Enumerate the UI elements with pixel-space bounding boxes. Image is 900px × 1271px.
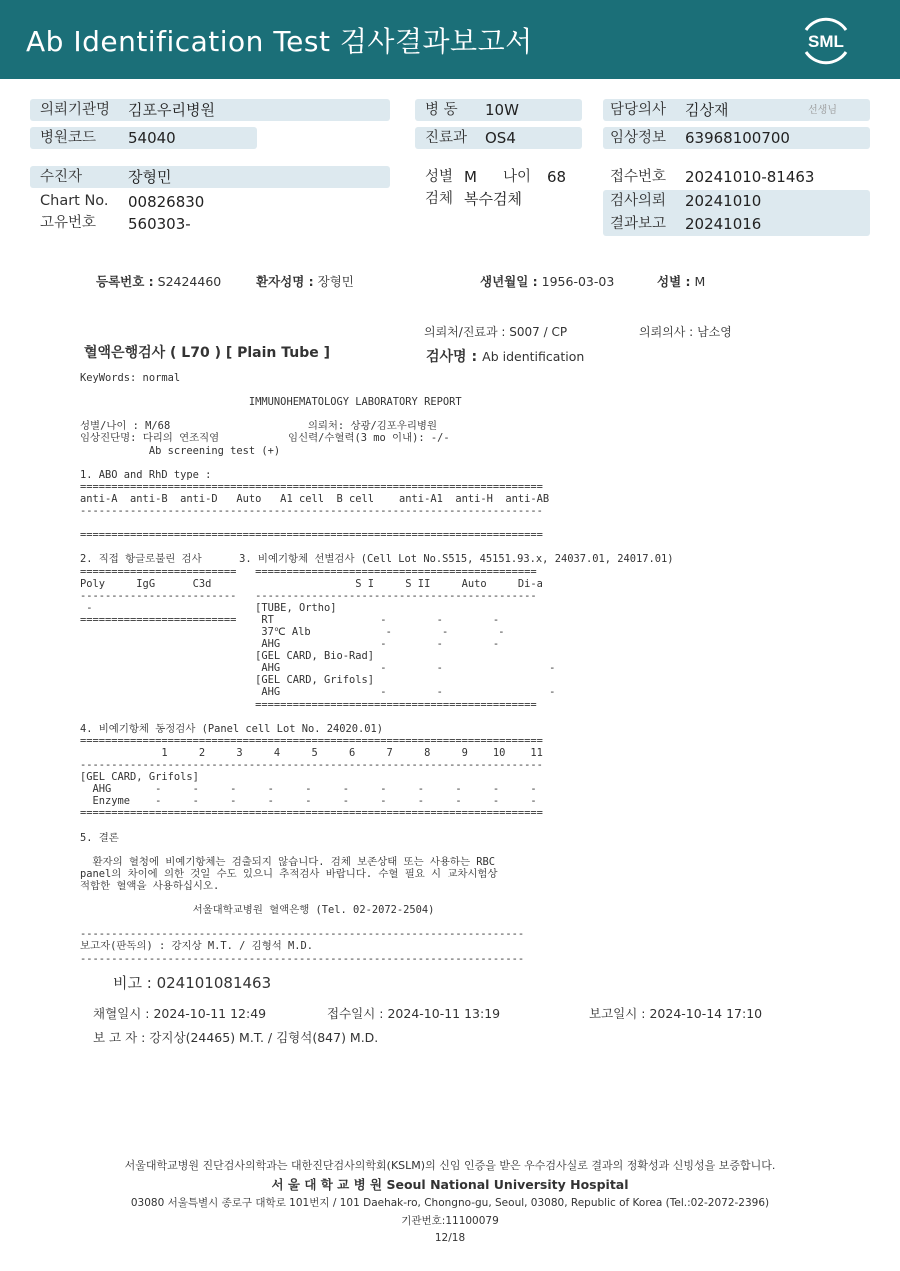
report-line: ========================================================================== [80, 529, 543, 542]
scan-sex-label: 성별 : [657, 274, 691, 289]
patient-value: 장형민 [128, 168, 172, 186]
report-line: 성별/나이 : M/68 의뢰처: 상광/김포우리병원 [80, 420, 437, 433]
scan-reg [96, 272, 221, 290]
chart-value: 00826830 [128, 193, 205, 211]
report-line: AHG - - - [80, 686, 556, 699]
scan-sex [657, 272, 705, 290]
report-line [80, 457, 674, 469]
scan-exam-name [426, 346, 584, 366]
scan-exam-name-value: Ab identification [482, 349, 585, 364]
report-line: ----------------------------------------------------------------------- [80, 928, 525, 941]
uid-value: 560303- [128, 215, 191, 233]
report-line [80, 384, 674, 396]
report-line: [GEL CARD, Grifols] [80, 771, 199, 784]
patient-row-bg [30, 166, 390, 188]
footer-address: 03080 서울특별시 종로구 대학로 101번지 / 101 Daehak-ro, Chongno-gu, Seoul, 03080, Republic of Korea (Tel.:02-2072-2396) [130, 1197, 770, 1209]
receipt-value: 20241010-81463 [685, 168, 815, 186]
scan-doctor-label: 의뢰의사 : [639, 325, 694, 339]
collect-value: 2024-10-11 12:49 [153, 1006, 267, 1021]
report-date-value: 20241016 [685, 215, 762, 233]
report-line: [GEL CARD, Bio-Rad] [80, 650, 375, 663]
reporter [93, 1028, 378, 1046]
scan-dept-label: 의뢰처/진료과 : [424, 325, 506, 339]
scan-pname-value: 장형민 [317, 274, 354, 289]
scan-dob-value: 1956-03-03 [541, 274, 615, 289]
scan-pname [256, 272, 354, 290]
report-line: AHG - - - - - - - - - - - [80, 783, 537, 796]
report-line: AHG - - - [80, 638, 500, 651]
logo-text: SML [808, 32, 844, 51]
report-line [80, 541, 674, 553]
uid-label: 고유번호 [40, 215, 97, 231]
report-line: 5. 결론 [80, 831, 119, 844]
clinical-label: 임상정보 [610, 130, 667, 146]
dept-value: OS4 [485, 129, 516, 147]
report-line [80, 916, 674, 928]
report-line: ========================================================================== [80, 734, 543, 747]
specimen-label: 검체 [425, 191, 454, 207]
scan-doctor-value: 남소영 [697, 325, 732, 339]
report-line: 서울대학교병원 혈액은행 (Tel. 02-2072-2504) [80, 904, 435, 917]
footer-hospital-name [0, 1175, 900, 1193]
ward-label: 병 동 [425, 102, 458, 118]
footer-hospital-en: Seoul National University Hospital [386, 1177, 629, 1192]
report-line: KeyWords: normal [80, 372, 181, 384]
scan-dob [480, 272, 614, 290]
report-line: ------------------------- --------------------------------------------- [80, 589, 537, 602]
report-line [80, 517, 674, 529]
sex-value: M [464, 168, 477, 186]
report-line: ----------------------------------------------------------------------- [80, 952, 525, 965]
sex-label: 성별 [425, 169, 454, 185]
report-line [80, 844, 674, 856]
sml-logo-icon [796, 10, 856, 70]
reporter-label: 보 고 자 : [93, 1030, 146, 1045]
collect-label: 채혈일시 : [93, 1006, 150, 1021]
doctor-suffix: 선생님 [808, 105, 837, 116]
report-line: anti-A anti-B anti-D Auto A1 cell B cell anti-A1 anti-H anti-AB [80, 492, 550, 505]
institution-label: 의뢰기관명 [40, 102, 111, 118]
scan-exam-name-label: 검사명 : [426, 349, 478, 365]
report-date-label: 결과보고 [610, 216, 667, 232]
patient-label: 수진자 [40, 169, 83, 185]
scan-dept [424, 323, 567, 340]
report-line: ========================= RT - - - [80, 613, 500, 626]
report-line: ========================================================================== [80, 480, 543, 493]
report-line: AHG - - - [80, 662, 556, 675]
hospital-code-label: 병원코드 [40, 130, 97, 146]
report-line: - [TUBE, Ortho] [80, 601, 337, 614]
footer-certification: 서울대학교병원 진단검사의학과는 대한진단검사의학회(KSLM)의 신임 인증을 받은 우수검사실로 결과의 정확성과 신빙성을 보증합니다. [124, 1159, 776, 1172]
age-value: 68 [547, 168, 567, 186]
age-label: 나이 [503, 169, 532, 185]
dept-label: 진료과 [425, 130, 468, 146]
report-line: -------------------------------------------------------------------------- [80, 759, 543, 771]
report-header [0, 0, 900, 79]
scan-exam-title: 혈액은행검사 ( L70 ) [ Plain Tube ] [84, 345, 331, 361]
ward-value: 10W [485, 101, 519, 119]
report-line: 37℃ Alb - - - [80, 625, 505, 638]
report-title: Ab Identification Test 검사결과보고서 [26, 25, 533, 58]
clinical-value: 63968100700 [685, 129, 790, 147]
hospital-code-value: 54040 [128, 129, 176, 147]
report-time-label: 보고일시 : [589, 1006, 646, 1021]
report-line: 2. 직접 항글로불린 검사 3. 비예기항체 선별검사 (Cell Lot No.S515, 45151.93.x, 24037.01, 24017.01) [80, 553, 674, 566]
report-line: [GEL CARD, Grifols] [80, 674, 375, 687]
scan-dept-value: S007 / CP [509, 325, 568, 339]
report-line: 1 2 3 4 5 6 7 8 9 10 11 [80, 746, 543, 759]
institution-value: 김포우리병원 [128, 101, 215, 119]
scan-doctor [639, 323, 732, 340]
report-line: Enzyme - - - - - - - - - - - [80, 795, 537, 808]
report-line [80, 819, 674, 831]
report-line: ========================================================================== [80, 807, 543, 820]
report-line: ========================= ============================================= [80, 565, 537, 578]
request-label: 검사의뢰 [610, 193, 667, 209]
report-line: 환자의 혈청에 비예기항체는 검출되지 않습니다. 검체 보존상태 또는 사용하는 RBC [80, 855, 496, 868]
doctor-label: 담당의사 [610, 102, 667, 118]
report-line: Poly IgG C3d S I S II Auto Di-a [80, 577, 543, 590]
report-time [589, 1004, 762, 1022]
chart-label: Chart No. [40, 193, 109, 209]
receive-value: 2024-10-11 13:19 [387, 1006, 501, 1021]
report-line: 보고자(판독의) : 강지상 M.T. / 김형석 M.D. [80, 940, 314, 953]
receive-time [327, 1004, 500, 1022]
scan-dob-label: 생년월일 : [480, 274, 538, 289]
scan-sex-value: M [694, 274, 706, 289]
report-line: IMMUNOHEMATOLOGY LABORATORY REPORT [80, 396, 462, 409]
report-line [80, 711, 674, 723]
receive-label: 접수일시 : [327, 1006, 384, 1021]
scan-reg-label: 등록번호 : [96, 274, 154, 289]
report-time-value: 2024-10-14 17:10 [649, 1006, 763, 1021]
report-line: 적합한 혈액을 사용하십시오. [80, 879, 220, 892]
page-number: 12/18 [434, 1232, 466, 1244]
note-label: 비고 : [113, 974, 152, 992]
request-value: 20241010 [685, 192, 762, 210]
scan-pname-label: 환자성명 : [256, 274, 314, 289]
reporter-value: 강지상(24465) M.T. / 김형석(847) M.D. [149, 1030, 379, 1045]
report-line: 임상진단명: 다리의 연조직염 임신력/수혈력(3 mo 이내): -/- [80, 432, 450, 445]
report-line: ============================================= [80, 698, 537, 711]
report-line [80, 892, 674, 904]
lab-report-body [80, 372, 674, 965]
receipt-label: 접수번호 [610, 169, 667, 185]
report-line: 1. ABO and RhD type : [80, 468, 212, 481]
note [113, 972, 271, 993]
note-value: 024101081463 [156, 974, 272, 992]
report-line: -------------------------------------------------------------------------- [80, 505, 543, 518]
specimen-value: 복수검체 [464, 190, 522, 208]
collect-time [93, 1004, 266, 1022]
footer-institution-no: 기관번호:11100079 [401, 1215, 499, 1227]
report-line [80, 408, 674, 420]
report-line: panel의 차이에 의한 것일 수도 있으니 추적검사 바랍니다. 수혈 필요 시 교차시험상 [80, 867, 498, 880]
footer-hospital-kr: 서 울 대 학 교 병 원 [271, 1177, 383, 1192]
doctor-value: 김상재 [685, 101, 729, 119]
report-line: Ab screening test (+) [80, 444, 281, 457]
scan-reg-value: S2424460 [157, 274, 222, 289]
report-line: 4. 비예기항체 동정검사 (Panel cell Lot No. 24020.01) [80, 722, 384, 735]
